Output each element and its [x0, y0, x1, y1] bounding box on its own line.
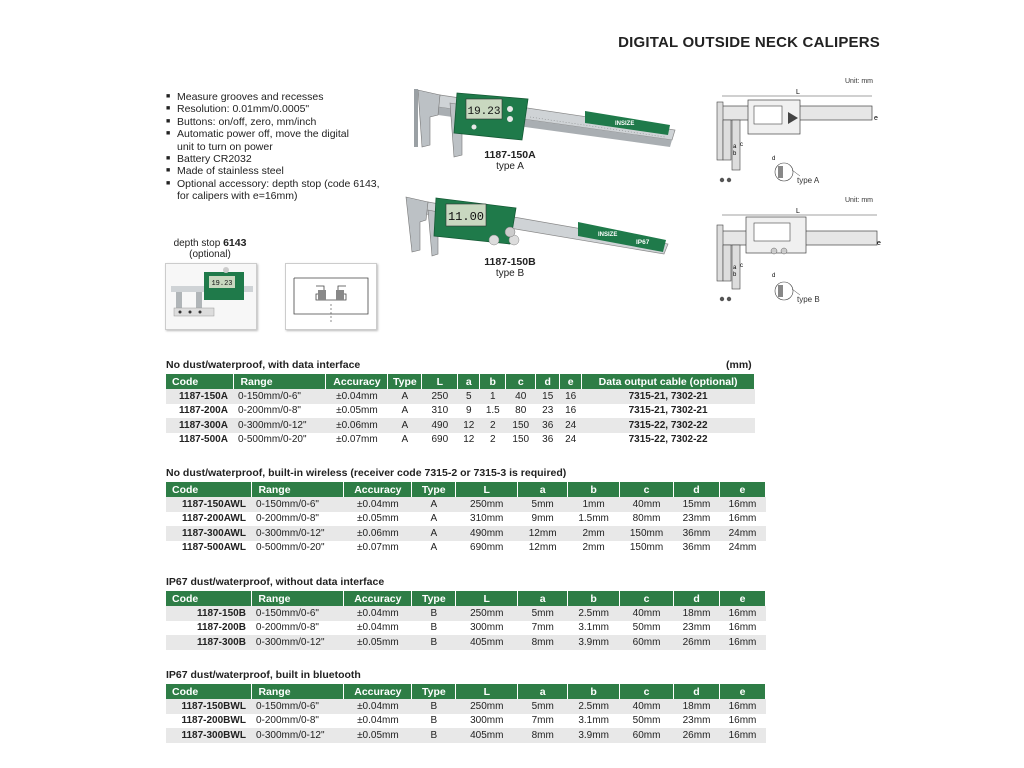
caliper-b-display: 11.00 [447, 210, 485, 224]
table2-header: b [568, 482, 620, 497]
depth-stop-photo [165, 263, 257, 330]
table3-header: e [720, 591, 766, 606]
table3-title: IP67 dust/waterproof, without data interface [166, 576, 385, 588]
table-row: 1187-150B 0-150mm/0-6" ±0.04mm B 250mm 5mm 2.5mm 40mm 18mm 16mm [166, 606, 766, 621]
table1-title: No dust/waterproof, with data interface [166, 359, 361, 371]
table4-title: IP67 dust/waterproof, built in bluetooth [166, 669, 361, 681]
table3-header: c [620, 591, 674, 606]
table-row: 1187-200A 0-200mm/0-8" ±0.05mm A 310 9 1.5 80 23 16 7315-21, 7302-21 [166, 404, 755, 419]
table-row: 1187-150A 0-150mm/0-6" ±0.04mm A 250 5 1 40 15 16 7315-21, 7302-21 [166, 389, 755, 404]
caliper-b-brand: INSIZE [598, 232, 618, 238]
table-row: 1187-150BWL 0-150mm/0-6" ±0.04mm B 250mm 5mm 2.5mm 40mm 18mm 16mm [166, 699, 766, 714]
diagram-b-unit: Unit: mm [845, 197, 873, 204]
diagram-b-e: e [877, 240, 881, 247]
table-row: 1187-300BWL 0-300mm/0-12" ±0.05mm B 405mm 8mm 3.9mm 60mm 26mm 16mm [166, 728, 766, 743]
feature-item: ■ Optional accessory: depth stop (code 6143, [166, 178, 380, 190]
page-title: DIGITAL OUTSIDE NECK CALIPERS [618, 34, 880, 51]
feature-item-continued: for calipers with e=16mm) [177, 190, 298, 203]
diagram-a-e: e [874, 115, 878, 122]
feature-item: ■ Resolution: 0.01mm/0.0005" [166, 103, 380, 115]
table2-header: L [456, 482, 518, 497]
table4-header: e [719, 684, 765, 699]
caliper-b-label: 1187-150B type B [484, 256, 536, 279]
diagram-a-a: a [733, 144, 737, 150]
diagram-b-L: L [796, 208, 800, 215]
table1-header: Type [388, 374, 422, 389]
table1-header: c [506, 374, 536, 389]
caliper-b-ip-rating: IP67 [636, 239, 650, 246]
table4 [166, 684, 766, 743]
caliper-a-display: 19.23 [467, 106, 501, 118]
table4-header: Type [412, 684, 456, 699]
table2-header: c [620, 482, 674, 497]
feature-item-continued: unit to turn on power [177, 140, 273, 153]
diagram-b-c: c [740, 263, 743, 269]
diagram-b-d: d [772, 273, 776, 279]
table2-header: a [518, 482, 568, 497]
table3-header: L [456, 591, 518, 606]
feature-item: ■ Buttons: on/off, zero, mm/inch [166, 116, 380, 128]
table1-header: a [458, 374, 480, 389]
table3-header: b [568, 591, 620, 606]
table3-header: Accuracy [344, 591, 412, 606]
table2-header: Range [252, 482, 344, 497]
table4-header: b [568, 684, 620, 699]
table4-header: Code [166, 684, 252, 699]
table-row: 1187-300A 0-300mm/0-12" ±0.06mm A 490 12 2 150 36 24 7315-22, 7302-22 [166, 418, 755, 433]
table4-header: d [674, 684, 720, 699]
groove-diagram [285, 263, 377, 330]
table-row: 1187-500AWL 0-500mm/0-20" ±0.07mm A 690mm 12mm 2mm 150mm 36mm 24mm [166, 541, 766, 556]
table2-header: Accuracy [344, 482, 412, 497]
depth-stop-label: depth stop 6143 (optional) [173, 237, 247, 260]
depth-stop-display: 19.23 [211, 280, 233, 288]
table1-header: Code [166, 374, 234, 389]
diagram-a-type: type A [797, 176, 820, 185]
table3 [166, 591, 766, 650]
feature-list [166, 91, 380, 203]
table1-header: b [480, 374, 506, 389]
table1-header: L [422, 374, 458, 389]
caliper-a-brand: INSIZE [615, 121, 635, 127]
feature-item: ■ Measure grooves and recesses [166, 91, 380, 103]
table2-title: No dust/waterproof, built-in wireless (receiver code 7315-2 or 7315-3 is required) [166, 467, 567, 479]
table2-header: Code [166, 482, 252, 497]
table1-header: e [560, 374, 582, 389]
diagram-b-type: type B [797, 295, 820, 304]
table2-header: d [674, 482, 720, 497]
caliper-a-label: 1187-150A type A [484, 149, 536, 172]
table3-header: Type [412, 591, 456, 606]
table1-header: d [536, 374, 560, 389]
table-row: 1187-500A 0-500mm/0-20" ±0.07mm A 690 12 2 150 36 24 7315-22, 7302-22 [166, 433, 755, 448]
diagram-a-d: d [772, 156, 776, 162]
table4-header: c [620, 684, 674, 699]
table2-header: Type [412, 482, 456, 497]
diagram-a-L: L [796, 89, 800, 96]
table1-header: Accuracy [326, 374, 388, 389]
feature-item: ■ Automatic power off, move the digital [166, 128, 380, 140]
table-row: 1187-150AWL 0-150mm/0-6" ±0.04mm A 250mm 5mm 1mm 40mm 15mm 16mm [166, 497, 766, 512]
table2-header: e [719, 482, 765, 497]
table-row: 1187-200AWL 0-200mm/0-8" ±0.05mm A 310mm 9mm 1.5mm 80mm 23mm 16mm [166, 512, 766, 527]
diagram-a-b: b [733, 151, 737, 157]
table1-header: Range [234, 374, 326, 389]
table1 [166, 374, 755, 447]
table1-unit: (mm) [726, 359, 752, 371]
diagram-b-b: b [733, 272, 737, 278]
diagram-a-unit: Unit: mm [845, 78, 873, 85]
table-row: 1187-200B 0-200mm/0-8" ±0.04mm B 300mm 7mm 3.1mm 50mm 23mm 16mm [166, 621, 766, 636]
table4-header: Accuracy [344, 684, 412, 699]
table-row: 1187-300AWL 0-300mm/0-12" ±0.06mm A 490mm 12mm 2mm 150mm 36mm 24mm [166, 526, 766, 541]
table3-header: a [518, 591, 568, 606]
table4-header: a [518, 684, 568, 699]
feature-item: ■ Battery CR2032 [166, 153, 380, 165]
diagram-a-c: c [740, 142, 743, 148]
table1-header: Data output cable (optional) [582, 374, 755, 389]
diagram-b [712, 205, 882, 309]
table4-header: Range [252, 684, 344, 699]
table-row: 1187-200BWL 0-200mm/0-8" ±0.04mm B 300mm 7mm 3.1mm 50mm 23mm 16mm [166, 714, 766, 729]
feature-item: ■ Made of stainless steel [166, 165, 380, 177]
table3-header: Code [166, 591, 252, 606]
table3-header: Range [252, 591, 344, 606]
table3-header: d [674, 591, 720, 606]
diagram-b-a: a [733, 265, 737, 271]
table-row: 1187-300B 0-300mm/0-12" ±0.05mm B 405mm 8mm 3.9mm 60mm 26mm 16mm [166, 635, 766, 650]
diagram-a [712, 86, 882, 190]
table4-header: L [456, 684, 518, 699]
table2 [166, 482, 766, 555]
